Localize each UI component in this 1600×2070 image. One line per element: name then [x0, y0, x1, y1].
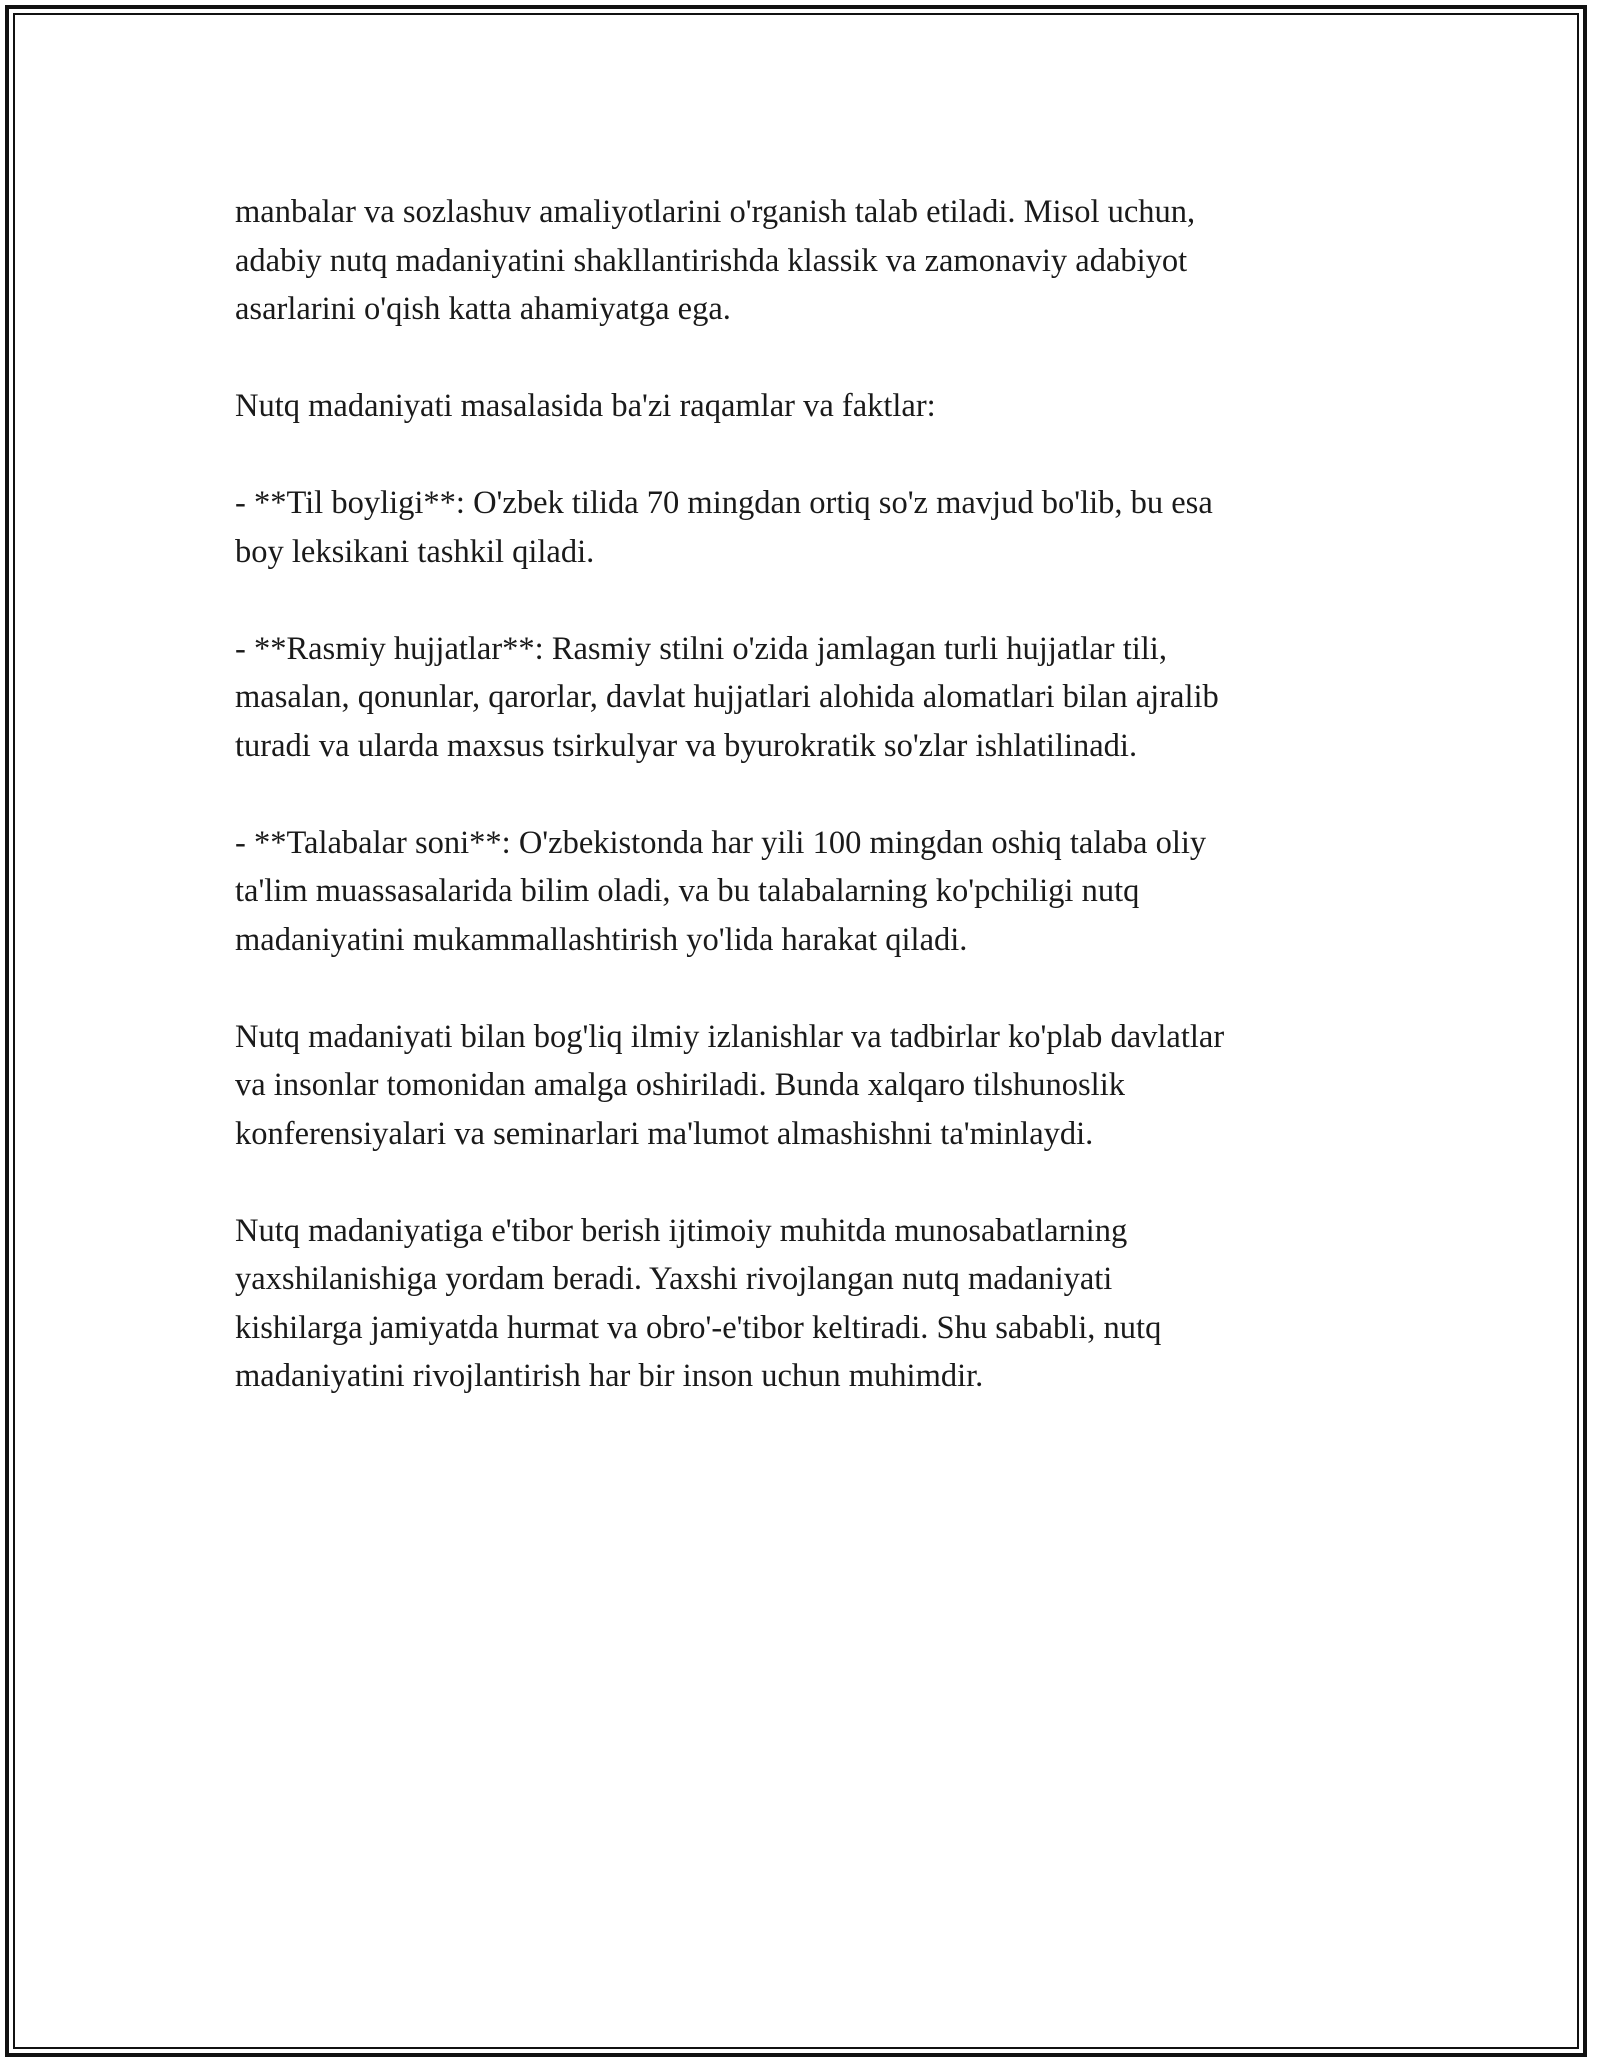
paragraph-research: Nutq madaniyati bilan bog'liq ilmiy izlanishlar va tadbirlar ko'plab davlatlar va insonlar tomonidan amalga oshiriladi. Bunda xalqaro tilshunoslik konferensiyalari va seminarlari ma'lumot almashishni ta'minlaydi. [235, 1018, 1225, 1152]
list-item-talabalar-soni: - **Talabalar soni**: O'zbekistonda har yili 100 mingdan oshiq talaba oliy ta'lim muassasalarida bilim oladi, va bu talabalarning ko'pchiligi nutq madaniyatini mukammallashtirish yo'lida harakat qiladi. [235, 824, 1207, 958]
list-item-til-boyligi: - **Til boyligi**: O'zbek tilida 70 mingdan ortiq so'z mavjud bo'lib, bu esa boy leksikani tashkil qiladi. [235, 485, 1213, 570]
document-body [235, 188, 1370, 1449]
paragraph-facts-heading: Nutq madaniyati masalasida ba'zi raqamlar va faktlar: [235, 388, 936, 424]
paragraph-intro-continuation: manbalar va sozlashuv amaliyotlarini o'rganish talab etiladi. Misol uchun, adabiy nutq madaniyatini shakllantirishda klassik va zamonaviy adabiyot asarlarini o'qish katta ahamiyatga ega. [235, 194, 1196, 327]
list-item-rasmiy-hujjatlar: - **Rasmiy hujjatlar**: Rasmiy stilni o'zida jamlagan turli hujjatlar tili, masalan, qonunlar, qarorlar, davlat hujjatlari alohida alomatlari bilan ajralib turadi va ularda maxsus tsirkulyar va byurokratik so'zlar ishlatilinadi. [235, 630, 1219, 764]
paragraph-conclusion: Nutq madaniyatiga e'tibor berish ijtimoiy muhitda munosabatlarning yaxshilanishiga yordam beradi. Yaxshi rivojlangan nutq madaniyati kishilarga jamiyatda hurmat va obro'-e'tibor keltiradi. Shu sababli, nutq madaniyatini rivojlantirish har bir inson uchun muhimdir. [235, 1212, 1162, 1394]
